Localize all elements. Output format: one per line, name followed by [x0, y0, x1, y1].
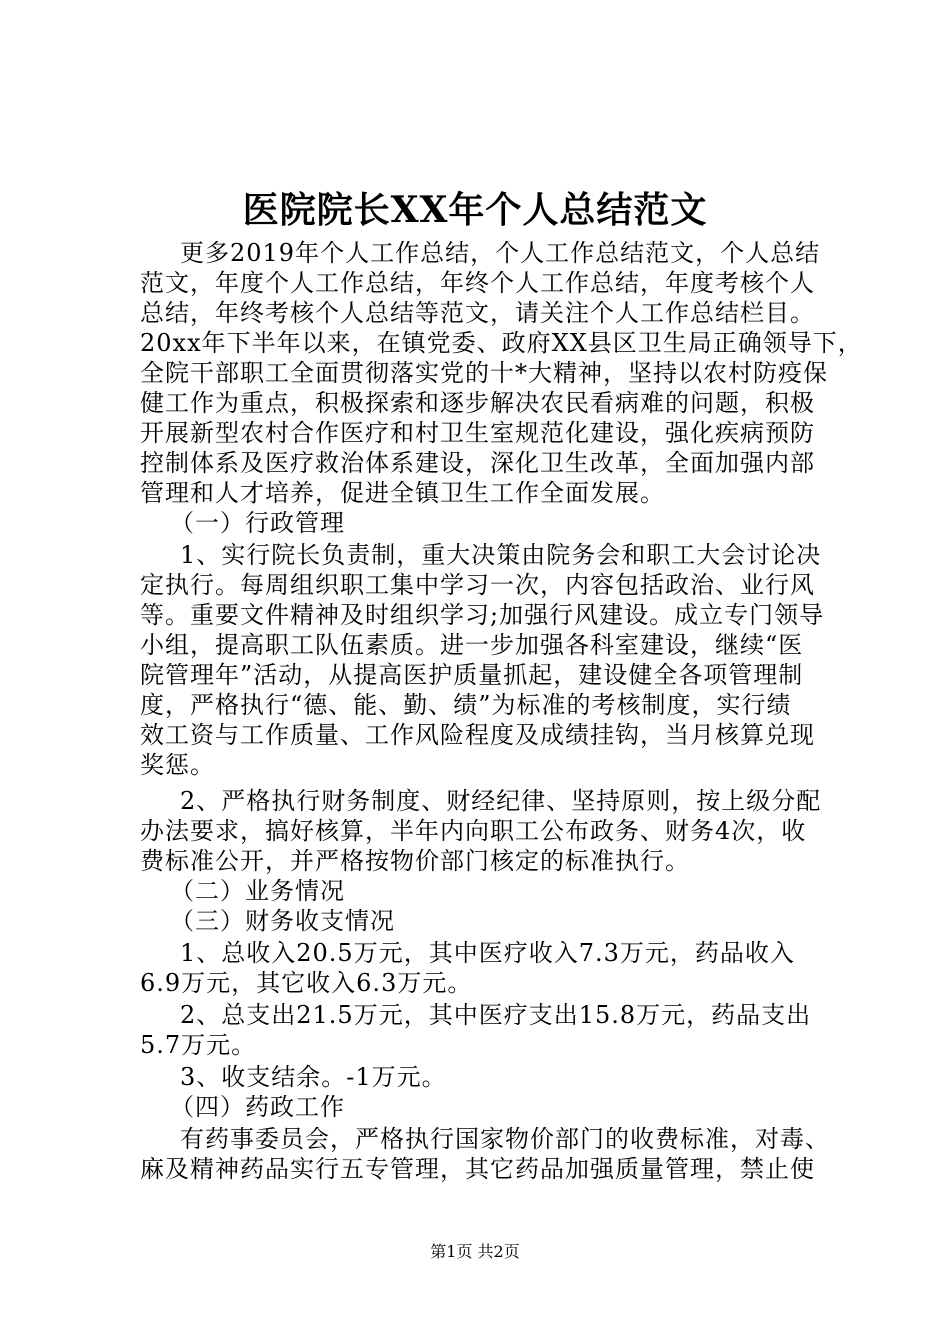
- text-line: 更多2019年个人工作总结，个人工作总结范文，个人总结: [180, 239, 821, 267]
- text-line: 范文，年度个人工作总结，年终个人工作总结，年度考核个人: [140, 269, 815, 297]
- text-line: 全院干部职工全面贯彻落实党的十*大精神，坚持以农村防疫保: [140, 359, 828, 387]
- text-line: 1、总收入20.5万元，其中医疗收入7.3万元，药品收入: [180, 939, 795, 967]
- text-line: 健工作为重点，积极探索和逐步解决农民看病难的问题，积极: [140, 389, 815, 417]
- text-line: 麻及精神药品实行五专管理，其它药品加强质量管理，禁止使: [140, 1155, 815, 1183]
- text-line: 管理和人才培养，促进全镇卫生工作全面发展。: [140, 479, 665, 507]
- text-line: 3、收支结余。-1万元。: [180, 1063, 447, 1091]
- text-line: 等。重要文件精神及时组织学习;加强行风建设。成立专门领导: [140, 601, 825, 629]
- text-line: 5.7万元。: [140, 1031, 257, 1059]
- section-heading: （四）药政工作: [170, 1093, 345, 1121]
- section-heading: （二）业务情况: [170, 877, 345, 905]
- text-line: 2、总支出21.5万元，其中医疗支出15.8万元，药品支出: [180, 1001, 812, 1029]
- text-line: 开展新型农村合作医疗和村卫生室规范化建设，强化疾病预防: [140, 419, 815, 447]
- text-line: 定执行。每周组织职工集中学习一次，内容包括政治、业行风: [140, 571, 815, 599]
- text-line: 办法要求，搞好核算，半年内向职工公布政务、财务4次，收: [140, 817, 807, 845]
- section-heading: （一）行政管理: [170, 509, 345, 537]
- text-line: 总结，年终考核个人总结等范文，请关注个人工作总结栏目。: [140, 299, 815, 327]
- text-line: 2、严格执行财务制度、财经纪律、坚持原则，按上级分配: [180, 787, 822, 815]
- text-line: 6.9万元，其它收入6.3万元。: [140, 969, 473, 997]
- document-title: 医院院长XX年个人总结范文: [242, 189, 708, 231]
- text-line: 控制体系及医疗救治体系建设，深化卫生改革，全面加强内部: [140, 449, 815, 477]
- text-line: 小组，提高职工队伍素质。进一步加强各科室建设，继续“医: [140, 631, 804, 659]
- text-line: 费标准公开，并严格按物价部门核定的标准执行。: [140, 847, 690, 875]
- text-line: 有药事委员会，严格执行国家物价部门的收费标准，对毒、: [180, 1125, 830, 1153]
- text-line: 奖惩。: [140, 751, 215, 779]
- text-line: 效工资与工作质量、工作风险程度及成绩挂钩，当月核算兑现: [140, 721, 815, 749]
- page-footer: 第1页 共2页: [430, 1242, 520, 1261]
- text-line: 院管理年”活动，从提高医护质量抓起，建设健全各项管理制: [140, 661, 804, 689]
- section-heading: （三）财务收支情况: [170, 907, 395, 935]
- text-line: 1、实行院长负责制，重大决策由院务会和职工大会讨论决: [180, 541, 822, 569]
- text-line: 20xx年下半年以来，在镇党委、政府XX县区卫生局正确领导下，: [140, 329, 863, 357]
- text-line: 度，严格执行“德、能、勤、绩”为标准的考核制度，实行绩: [140, 691, 792, 719]
